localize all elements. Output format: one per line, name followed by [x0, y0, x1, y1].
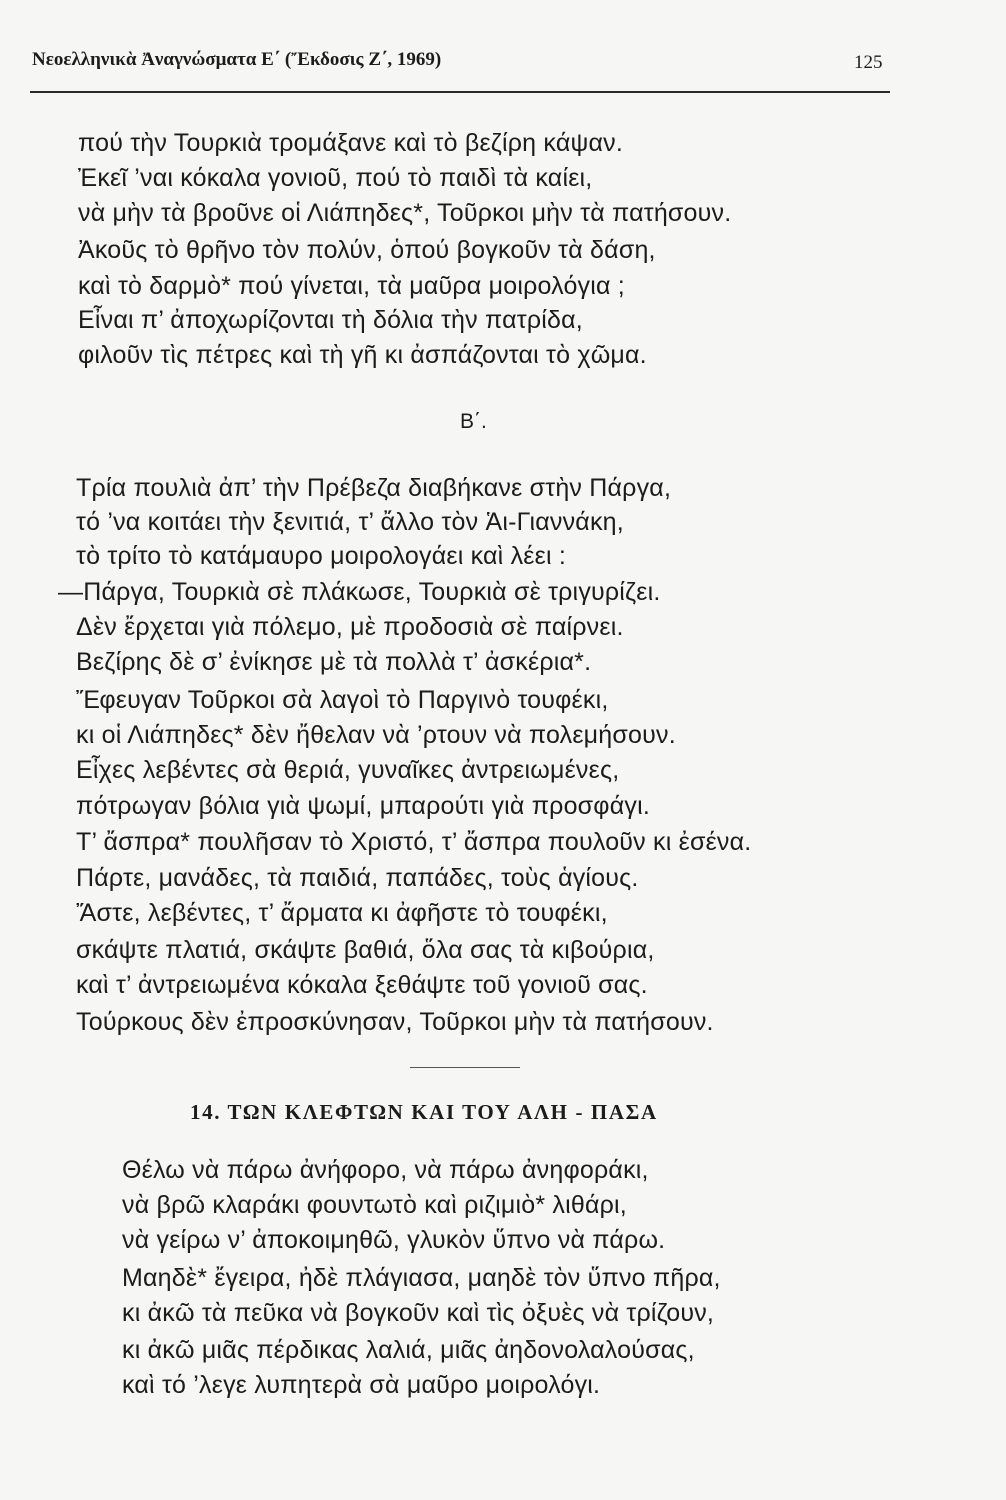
header-divider	[30, 91, 890, 93]
poem-line: πότρωγαν βόλια γιὰ ψωμί, μπαρούτι γιὰ προσφάγι.	[76, 792, 650, 820]
poem-line: Δὲν ἔρχεται γιὰ πόλεμο, μὲ προδοσιὰ σὲ παίρνει.	[76, 613, 624, 641]
page-number: 125	[854, 52, 883, 73]
poem-line: κι ἀκῶ τὰ πεῦκα νὰ βογκοῦν καὶ τὶς ὀξυὲς νὰ τρίζουν,	[122, 1299, 715, 1327]
poem-line: Τούρκους δὲν ἐπροσκύνησαν, Τοῦρκοι μὴν τὰ πατήσουν.	[76, 1008, 714, 1036]
poem-line: καὶ τὸ δαρμὸ* πού γίνεται, τὰ μαῦρα μοιρολόγια ;	[78, 272, 625, 300]
poem-line: σκάψτε πλατιά, σκάψτε βαθιά, ὅλα σας τὰ κιβούρια,	[76, 936, 655, 964]
poem-line: τὸ τρίτο τὸ κατάμαυρο μοιρολογάει καὶ λέει :	[76, 542, 567, 570]
poem-line: Θέλω νὰ πάρω ἀνήφορο, νὰ πάρω ἀνηφοράκι,	[122, 1156, 649, 1184]
section-title: 14. ΤΩΝ ΚΛΕΦΤΩΝ ΚΑΙ ΤΟΥ ΑΛΗ - ΠΑΣΑ	[190, 1100, 658, 1124]
poem-line: κι ἀκῶ μιᾶς πέρδικας λαλιά, μιᾶς ἀηδονολαλούσας,	[122, 1336, 695, 1364]
poem-line: καὶ τ’ ἀντρειωμένα κόκαλα ξεθάψτε τοῦ γονιοῦ σας.	[76, 971, 648, 999]
poem-line: Ἔφευγαν Τοῦρκοι σὰ λαγοὶ τὸ Παργινὸ τουφέκι,	[76, 686, 609, 714]
poem-line: Ἐκεῖ ’ναι κόκαλα γονιοῦ, πού τὸ παιδὶ τὰ καίει,	[78, 164, 593, 192]
poem-line: Τρία πουλιὰ ἀπ’ τὴν Πρέβεζα διαβήκανε στὴν Πάργα,	[76, 474, 672, 502]
poem-line: Εἶχες λεβέντες σὰ θεριά, γυναῖκες ἀντρειωμένες,	[76, 756, 620, 784]
poem-line: καὶ τό ’λεγε λυπητερὰ σὰ μαῦρο μοιρολόγι.	[122, 1371, 601, 1399]
poem-line: νὰ γείρω ν’ ἀποκοιμηθῶ, γλυκὸν ὕπνο νὰ πάρω.	[122, 1226, 666, 1254]
poem-line: Πάρτε, μανάδες, τὰ παιδιά, παπάδες, τοὺς ἁγίους.	[76, 864, 639, 892]
poem-line: Μαηδὲ* ἔγειρα, ἠδὲ πλάγιασα, μαηδὲ τὸν ὕπνο πῆρα,	[122, 1264, 721, 1292]
poem-line: Ἄστε, λεβέντες, τ’ ἄρματα κι ἀφῆστε τὸ τουφέκι,	[76, 899, 608, 927]
poem-line: Ἀκοῦς τὸ θρῆνο τὸν πολύν, ὁπού βογκοῦν τὰ δάση,	[78, 236, 656, 264]
poem-line: φιλοῦν τὶς πέτρες καὶ τὴ γῆ κι ἀσπάζονται τὸ χῶμα.	[78, 341, 647, 369]
running-header-title: Νεοελληνικὰ Ἀναγνώσματα Ε΄ (Ἔκδοσις Ζ΄, 1969)	[32, 49, 442, 70]
poem-line: —Πάργα, Τουρκιὰ σὲ πλάκωσε, Τουρκιὰ σὲ τριγυρίζει.	[58, 578, 661, 606]
poem-line: νὰ βρῶ κλαράκι φουντωτὸ καὶ ριζιμιὸ* λιθάρι,	[122, 1191, 627, 1219]
poem-line: πού τὴν Τουρκιὰ τρομάξανε καὶ τὸ βεζίρη κάψαν.	[78, 129, 624, 157]
poem-line: Τ’ ἄσπρα* πουλῆσαν τὸ Χριστό, τ’ ἄσπρα πουλοῦν κι ἐσένα.	[76, 828, 752, 856]
section-label-b: Β΄.	[460, 410, 487, 433]
poem-line: κι οἱ Λιάπηδες* δὲν ἤθελαν νὰ ’ρτουν νὰ πολεμήσουν.	[76, 721, 676, 749]
poem-line: νὰ μὴν τὰ βροῦνε οἱ Λιάπηδες*, Τοῦρκοι μὴν τὰ πατήσουν.	[78, 199, 732, 227]
section-divider	[410, 1067, 520, 1068]
poem-line: Εἶναι π’ ἀποχωρίζονται τὴ δόλια τὴν πατρίδα,	[78, 306, 583, 334]
poem-line: τό ’να κοιτάει τὴν ξενιτιά, τ’ ἄλλο τὸν Ἁι-Γιαννάκη,	[76, 508, 624, 536]
poem-line: Βεζίρης δὲ σ’ ἐνίκησε μὲ τὰ πολλὰ τ’ ἀσκέρια*.	[76, 648, 592, 676]
